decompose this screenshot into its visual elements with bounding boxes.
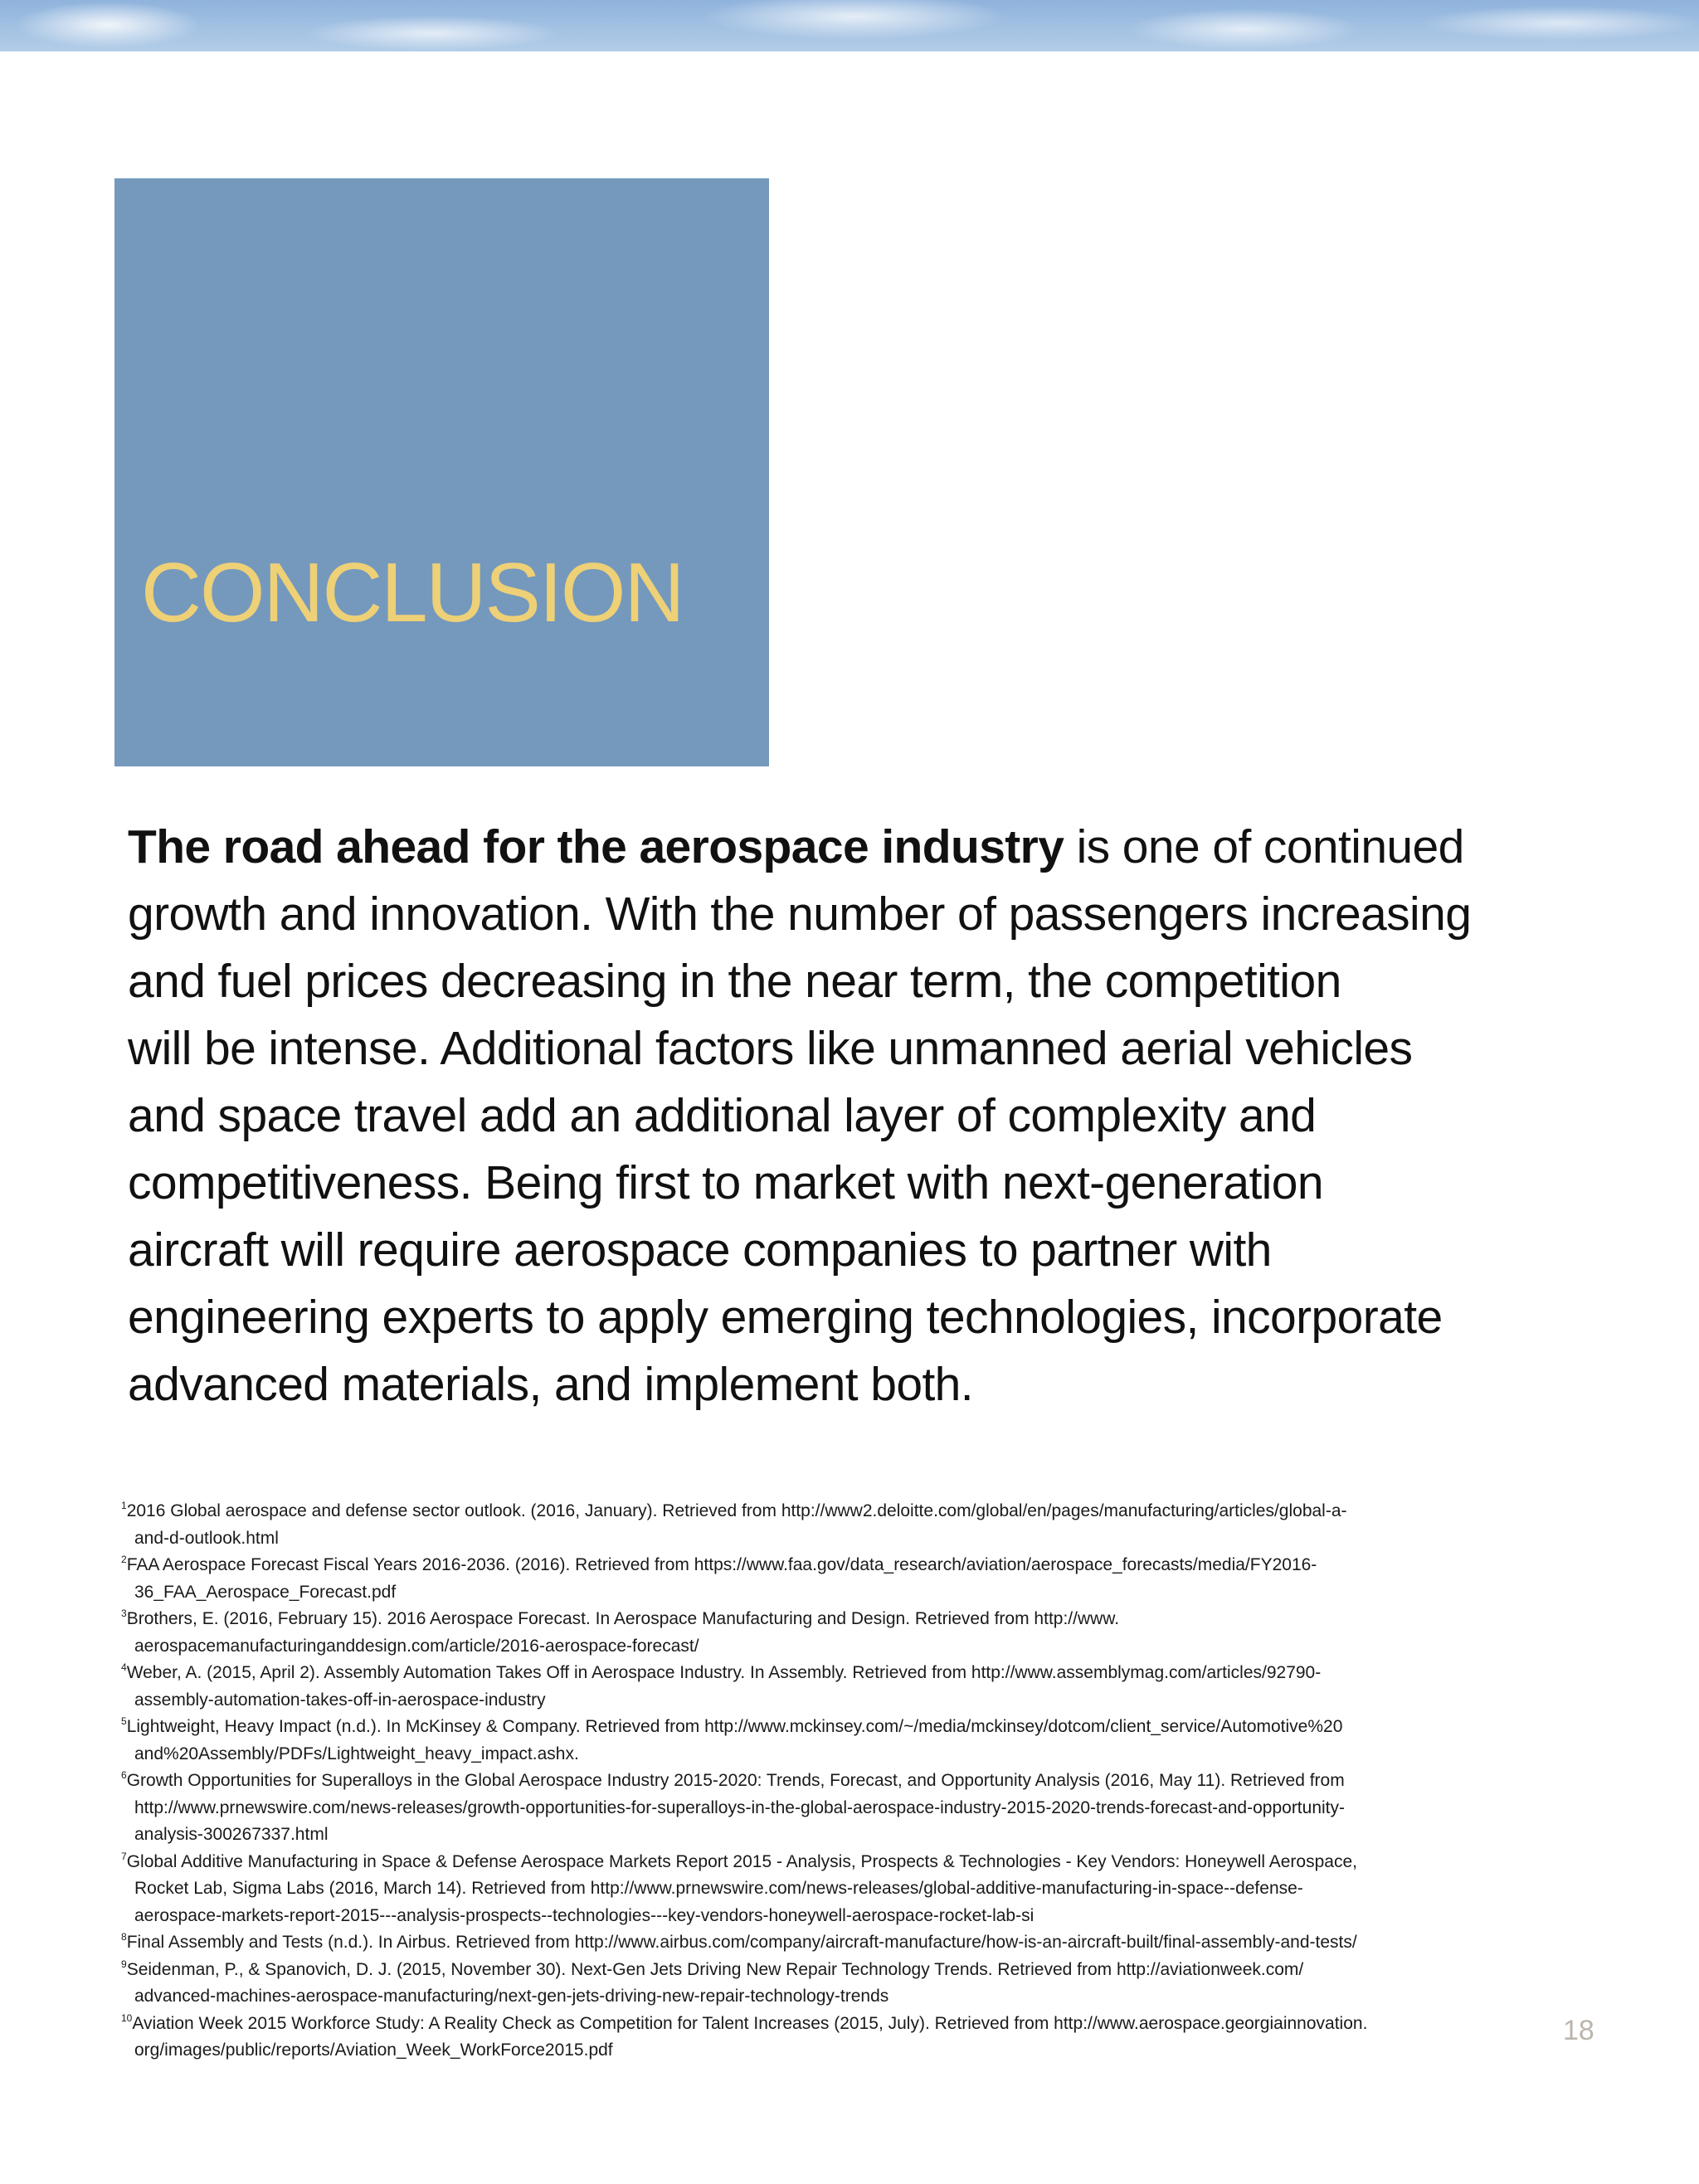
footnote-text: aerospacemanufacturinganddesign.com/article/2016-aerospace-forecast/ <box>134 1636 699 1656</box>
paragraph-line <box>128 1015 1621 1082</box>
paragraph-text: growth and innovation. With the number of passengers increasing <box>128 888 1472 941</box>
footnote-text: assembly-automation-takes-off-in-aerospace-industry <box>134 1690 546 1710</box>
paragraph-line <box>128 1150 1621 1217</box>
footnote-line <box>121 1525 1531 1553</box>
paragraph-text: advanced materials, and implement both. <box>128 1358 974 1411</box>
footnote-line <box>121 1983 1531 2011</box>
footnotes-list <box>121 1498 1531 2065</box>
paragraph-text: engineering experts to apply emerging technologies, incorporate <box>128 1291 1443 1344</box>
footnote-line <box>121 1660 1531 1687</box>
footnote-number: 6 <box>121 1769 127 1781</box>
footnote-line <box>121 1929 1531 1957</box>
footnote-line <box>121 1822 1531 1849</box>
footnote-line <box>121 1768 1531 1795</box>
footnote-number: 7 <box>121 1850 127 1862</box>
footnote-text: Final Assembly and Tests (n.d.). In Airbus. Retrieved from http://www.airbus.com/company/aircraft-manufacture/how-is-an-aircraft-built/final-assembly-and-tests/ <box>126 1933 1357 1952</box>
paragraph-line <box>128 1082 1621 1150</box>
footnote-text: Rocket Lab, Sigma Labs (2016, March 14). Retrieved from http://www.prnewswire.com/news-releases/global-additive-manufacturing-in-space--defense- <box>134 1879 1303 1898</box>
footnote-line <box>121 1741 1531 1768</box>
footnote-number: 5 <box>121 1715 127 1727</box>
footnote-number: 3 <box>121 1608 127 1619</box>
paragraph-text: competitiveness. Being first to market with next-generation <box>128 1156 1323 1209</box>
paragraph-line <box>128 1351 1621 1418</box>
paragraph-text: and space travel add an additional layer of complexity and <box>128 1089 1317 1142</box>
paragraph-text: and fuel prices decreasing in the near term, the competition <box>128 955 1341 1008</box>
footnote-number: 4 <box>121 1661 127 1673</box>
footnote-number: 2 <box>121 1554 127 1565</box>
footnote-item <box>121 1660 1531 1714</box>
footnote-text: analysis-300267337.html <box>134 1825 329 1844</box>
footnote-line <box>121 1606 1531 1633</box>
footnote-line <box>121 1957 1531 1984</box>
footnote-text: http://www.prnewswire.com/news-releases/growth-opportunities-for-superalloys-in-the-global-aerospace-industry-2015-2020-trends-forecast-and-opportunity- <box>134 1797 1345 1817</box>
paragraph-text: aircraft will require aerospace companies to partner with <box>128 1223 1272 1277</box>
footnote-text: 36_FAA_Aerospace_Forecast.pdf <box>134 1582 397 1602</box>
paragraph-lead-in: The road ahead for the aerospace industry <box>128 820 1064 873</box>
paragraph-text: is one of continued <box>1064 820 1464 873</box>
footnote-item <box>121 1714 1531 1768</box>
conclusion-title-block <box>114 178 769 766</box>
conclusion-paragraph <box>128 814 1621 1418</box>
footnote-text: Aviation Week 2015 Workforce Study: A Reality Check as Competition for Talent Increases (2015, July). Retrieved from http://www.aerospace.georgiainnovation. <box>132 2013 1368 2033</box>
footnote-number: 9 <box>121 1958 127 1970</box>
footnote-number: 8 <box>121 1931 127 1943</box>
footnote-text: and%20Assembly/PDFs/Lightweight_heavy_impact.ashx. <box>134 1744 579 1763</box>
footnote-line <box>121 1498 1531 1525</box>
footnote-line <box>121 1687 1531 1715</box>
footnote-number: 10 <box>121 2011 133 2024</box>
footnote-text: advanced-machines-aerospace-manufacturing/next-gen-jets-driving-new-repair-technology-trends <box>134 1987 889 2006</box>
footnote-text: Growth Opportunities for Superalloys in the Global Aerospace Industry 2015-2020: Trends, Forecast, and Opportunity Analysis (2016, May 11). Retrieved from <box>126 1771 1345 1790</box>
footnote-number: 1 <box>121 1500 127 1511</box>
paragraph-line <box>128 948 1621 1015</box>
footnote-text: 2016 Global aerospace and defense sector outlook. (2016, January). Retrieved from http://www2.deloitte.com/global/en/pages/manufacturing/articles/global-a- <box>126 1501 1347 1520</box>
footnote-item <box>121 2011 1531 2065</box>
footnote-line <box>121 1795 1531 1822</box>
paragraph-line <box>128 881 1621 948</box>
footnote-text: Lightweight, Heavy Impact (n.d.). In McKinsey & Company. Retrieved from http://www.mckinsey.com/~/media/mckinsey/dotcom/client_service/Automotive%20 <box>126 1717 1343 1736</box>
paragraph-line <box>128 1217 1621 1284</box>
footnote-line <box>121 2037 1531 2065</box>
footnote-item <box>121 1498 1531 1552</box>
footnote-text: Brothers, E. (2016, February 15). 2016 Aerospace Forecast. In Aerospace Manufacturing and Design. Retrieved from http://www. <box>126 1609 1120 1628</box>
footnote-text: Weber, A. (2015, April 2). Assembly Automation Takes Off in Aerospace Industry. In Assembly. Retrieved from http://www.assemblymag.com/articles/92790- <box>126 1663 1322 1682</box>
footnote-line <box>121 1849 1531 1876</box>
page-number: 18 <box>1563 2015 1594 2046</box>
footnote-text: Seidenman, P., & Spanovich, D. J. (2015, November 30). Next-Gen Jets Driving New Repair Technology Trends. Retrieved from http://aviationweek.com/ <box>126 1959 1304 1979</box>
footnote-line <box>121 1633 1531 1661</box>
footnote-line <box>121 1875 1531 1903</box>
paragraph-line <box>128 1284 1621 1351</box>
sky-banner-image <box>0 0 1699 51</box>
footnote-line <box>121 1579 1531 1607</box>
footnote-item <box>121 1606 1531 1660</box>
footnote-text: org/images/public/reports/Aviation_Week_WorkForce2015.pdf <box>134 2041 613 2060</box>
footnote-line <box>121 2011 1531 2038</box>
paragraph-text: will be intense. Additional factors like unmanned aerial vehicles <box>128 1022 1413 1075</box>
footnote-line <box>121 1714 1531 1741</box>
section-title: CONCLUSION <box>141 547 684 640</box>
footnote-line <box>121 1903 1531 1930</box>
footnote-line <box>121 1552 1531 1579</box>
footnote-text: Global Additive Manufacturing in Space & Defense Aerospace Markets Report 2015 - Analysis, Prospects & Technologies - Key Vendors: Honeywell Aerospace, <box>126 1851 1357 1871</box>
footnote-text: and-d-outlook.html <box>134 1528 279 1548</box>
footnote-item <box>121 1552 1531 1606</box>
footnote-item <box>121 1849 1531 1930</box>
footnote-item <box>121 1929 1531 1957</box>
footnote-text: aerospace-markets-report-2015---analysis-prospects--technologies---key-vendors-honeywell-aerospace-rocket-lab-si <box>134 1905 1034 1925</box>
paragraph-line <box>128 814 1621 881</box>
footnote-text: FAA Aerospace Forecast Fiscal Years 2016-2036. (2016). Retrieved from https://www.faa.gov/data_research/aviation/aerospace_forecasts/media/FY2016- <box>126 1555 1317 1574</box>
footnote-item <box>121 1957 1531 2011</box>
footnote-item <box>121 1768 1531 1849</box>
